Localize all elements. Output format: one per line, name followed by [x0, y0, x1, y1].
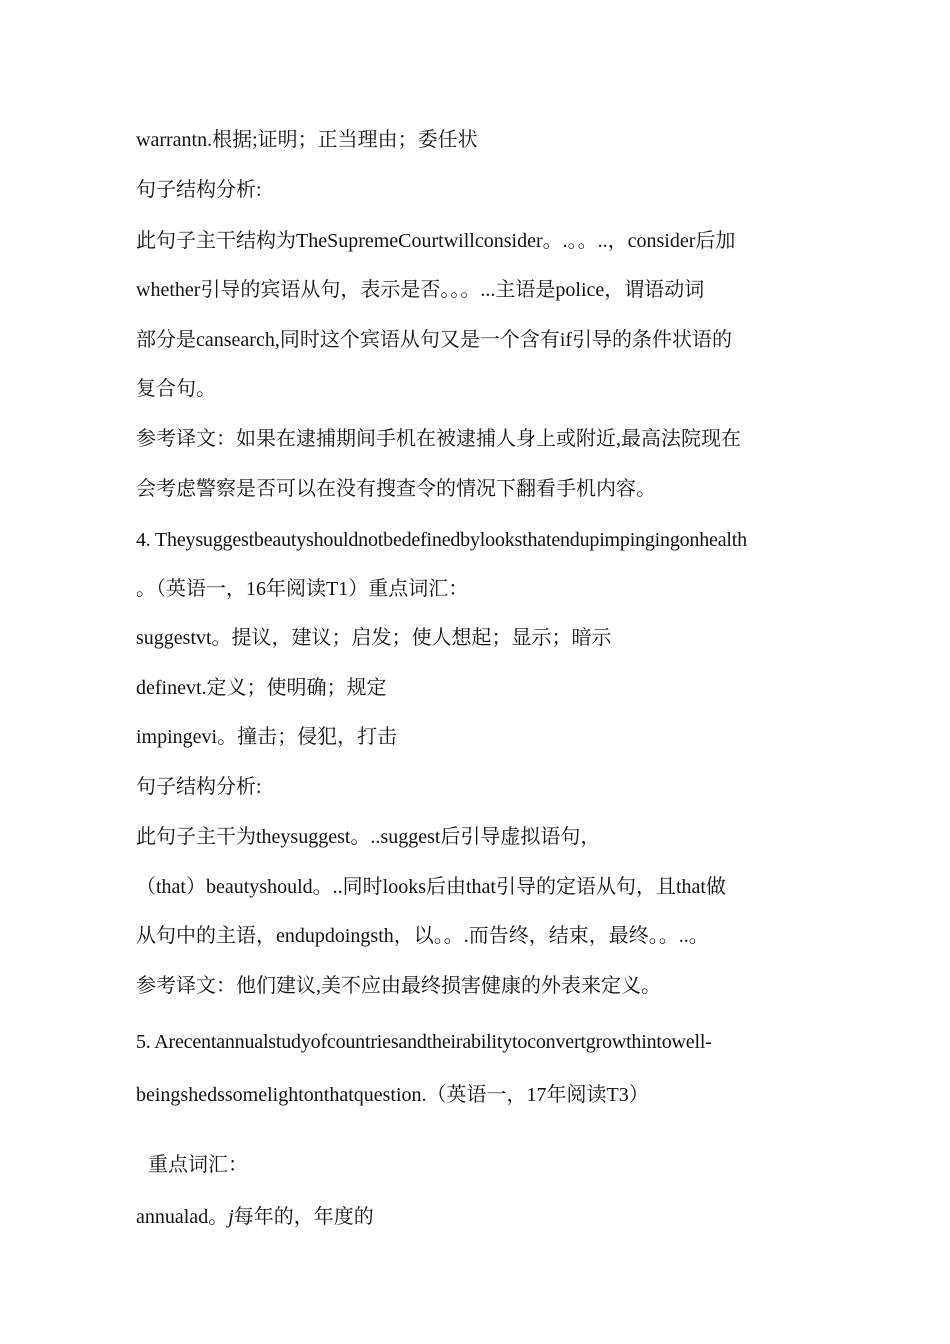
section-heading-structure: 句子结构分析: [136, 776, 262, 798]
analysis-line: （that）beautyshould。..同时looks后由that引导的定语从句，且that做 [136, 876, 726, 898]
vocab-suggest: suggestvt。提议，建议；启发；使人想起；显示；暗示 [136, 627, 612, 649]
translation-line: 会考虑警察是否可以在没有搜查令的情况下翻看手机内容。 [136, 478, 656, 500]
example-sentence-5: 5. Arecentannualstudyofcountriesandtheirabilitytoconvertgrowthintowell- [136, 1031, 712, 1053]
vocab-annual-meaning: 每年的，年度的 [233, 1206, 374, 1228]
vocab-warrant: warrantn.根据;证明；正当理由；委任状 [136, 129, 478, 151]
example-sentence-5-cont: beingshedssomelightonthatquestion.（英语一，17年阅读T3） [136, 1084, 649, 1106]
source-and-vocab-heading: 。（英语一，16年阅读T1）重点词汇： [136, 578, 469, 600]
vocab-annual-term: annualad。 [136, 1206, 229, 1228]
vocab-impinge: impingevi。撞击；侵犯，打击 [136, 726, 398, 748]
vocab-define: definevt.定义；使明确；规定 [136, 677, 387, 699]
analysis-line: 此句子主干结构为TheSupremeCourtwillconsider。.。。..，consider后加 [136, 230, 736, 252]
section-heading-structure: 句子结构分析: [136, 179, 262, 201]
translation-line: 参考译文：他们建议,美不应由最终损害健康的外表来定义。 [136, 975, 661, 997]
translation-line: 参考译文：如果在逮捕期间手机在被逮捕人身上或附近,最高法院现在 [136, 428, 741, 450]
analysis-line: 此句子主干为theysuggest。..suggest后引导虚拟语句， [136, 826, 601, 848]
analysis-line: 复合句。 [136, 378, 216, 400]
analysis-line: 部分是cansearch,同时这个宾语从句又是一个含有if引导的条件状语的 [136, 329, 733, 351]
vocab-annual [136, 1205, 374, 1229]
vocab-heading: 重点词汇： [148, 1154, 248, 1176]
analysis-line: whether引导的宾语从句，表示是否。。。...主语是police，谓语动词 [136, 279, 705, 301]
analysis-line: 从句中的主语，endupdoingsth，以。。.而告终，结束，最终。。..。 [136, 925, 709, 947]
vocab-annual-pos-mark: j [228, 1206, 234, 1228]
example-sentence-4: 4. Theysuggestbeautyshouldnotbedefinedbylooksthatendupimpingingonhealth [136, 529, 747, 551]
